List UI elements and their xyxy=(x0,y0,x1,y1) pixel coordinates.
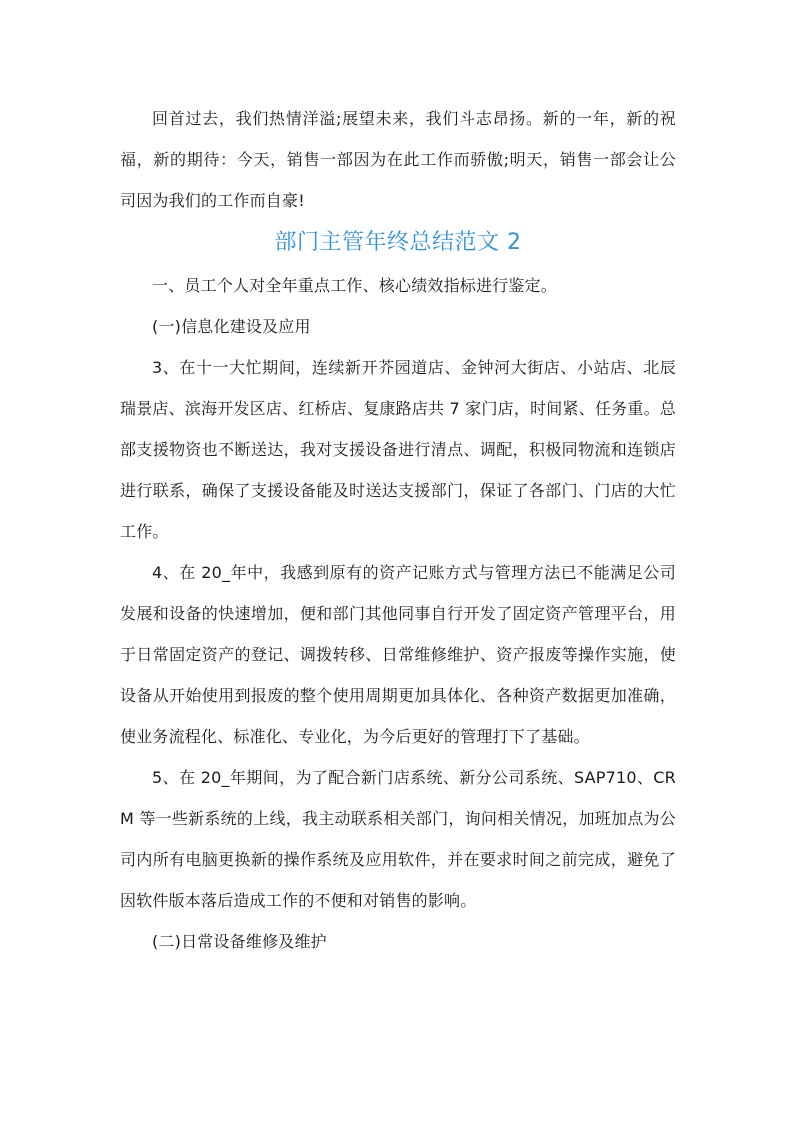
paragraph-item-4: 4、在 20_年中，我感到原有的资产记账方式与管理方法已不能满足公司发展和设备的快速增加，便和部门其他同事自行开发了固定资产管理平台，用于日常固定资产的登记、调拨转移、日常维修维护、资产报废等操作实施，使设备从开始使用到报废的整个使用周期更加具体化、各种资产数据更加准确，使业务流程化、标准化、专业化，为今后更好的管理打下了基础。 xyxy=(120,563,676,746)
section-title: 部门主管年终总结范文 2 xyxy=(274,230,522,255)
paragraph-subheading-info: (一)信息化建设及应用 xyxy=(152,317,311,336)
intro-paragraph: 回首过去，我们热情洋溢;展望未来，我们斗志昂扬。新的一年，新的祝福，新的期待：今天，销售一部因为在此工作而骄傲;明天，销售一部会让公司因为我们的工作而自豪! xyxy=(120,109,676,210)
paragraph-item-3: 3、在十一大忙期间，连续新开芥园道店、金钟河大街店、小站店、北辰瑞景店、滨海开发区店、红桥店、复康路店共 7 家门店，时间紧、任务重。总部支援物资也不断送达，我对支援设备进行清点、调配，积极同物流和连锁店进行联系，确保了支援设备能及时送达支援部门，保证了各部门、门店的大忙工作。 xyxy=(120,358,676,541)
paragraph-item-5: 5、在 20_年期间，为了配合新门店系统、新分公司系统、SAP710、CRM 等一些新系统的上线，我主动联系相关部门，询问相关情况，加班加点为公司内所有电脑更换新的操作系统及应用软件，并在要求时间之前完成，避免了因软件版本落后造成工作的不便和对销售的影响。 xyxy=(120,768,676,910)
document-body xyxy=(120,98,676,962)
paragraph-subheading-maintenance: (二)日常设备维修及维护 xyxy=(152,932,327,951)
paragraph-summary-heading: 一、员工个人对全年重点工作、核心绩效指标进行鉴定。 xyxy=(152,276,558,295)
